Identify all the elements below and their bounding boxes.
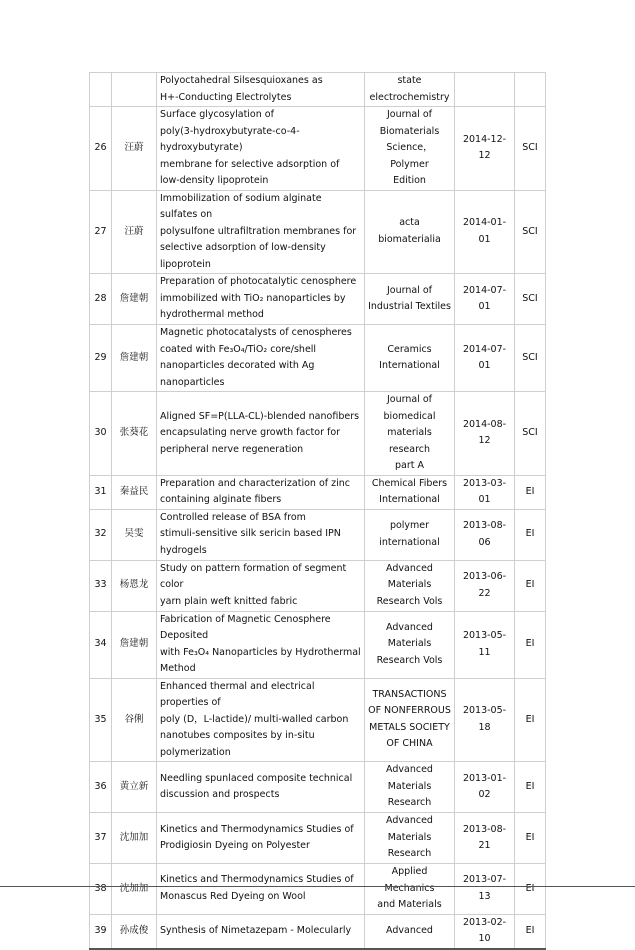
author-cell: 汪蔚: [112, 190, 157, 274]
journal-cell: TRANSACTIONS OF NONFERROUS METALS SOCIETY OF CHINA: [365, 678, 455, 762]
index-cell: SCI: [515, 325, 546, 392]
table-row: [90, 73, 546, 107]
title-cell: Preparation of photocatalytic cenosphere immobilized with TiO₂ nanoparticles by hydrothermal method: [157, 274, 365, 325]
row-number: 29: [90, 325, 112, 392]
journal-cell: Ceramics International: [365, 325, 455, 392]
title-cell: Fabrication of Magnetic Cenosphere Deposited with Fe₃O₄ Nanoparticles by Hydrothermal Method: [157, 611, 365, 678]
table-row: [90, 190, 546, 274]
date-cell: 2014-07-01: [455, 325, 515, 392]
index-cell: EI: [515, 762, 546, 813]
index-cell: SCI: [515, 274, 546, 325]
row-number: 39: [90, 914, 112, 949]
index-cell: SCI: [515, 107, 546, 191]
table-row: [90, 611, 546, 678]
index-cell: EI: [515, 475, 546, 509]
title-cell: Aligned SF=P(LLA-CL)-blended nanofibers encapsulating nerve growth factor for peripheral nerve regeneration: [157, 392, 365, 476]
journal-cell: state electrochemistry: [365, 73, 455, 107]
journal-cell: Advanced Materials Research Vols: [365, 611, 455, 678]
date-cell: 2014-07-01: [455, 274, 515, 325]
date-cell: 2013-08-21: [455, 813, 515, 864]
date-cell: 2013-08-06: [455, 509, 515, 560]
author-cell: 汪蔚: [112, 107, 157, 191]
author-cell: 秦益民: [112, 475, 157, 509]
publications-table-body: [90, 73, 546, 949]
journal-cell: Applied Mechanics and Materials: [365, 864, 455, 915]
title-cell: Magnetic photocatalysts of cenospheres coated with Fe₃O₄/TiO₂ core/shell nanoparticles decorated with Ag nanoparticles: [157, 325, 365, 392]
author-cell: 孙成俊: [112, 914, 157, 949]
index-cell: EI: [515, 914, 546, 949]
title-cell: Synthesis of Nimetazepam - Molecularly: [157, 914, 365, 949]
title-cell: Surface glycosylation of poly(3-hydroxybutyrate-co-4-hydroxybutyrate) membrane for selective adsorption of low-density lipoprotein: [157, 107, 365, 191]
journal-cell: Journal of Biomaterials Science，Polymer Edition: [365, 107, 455, 191]
row-number: 27: [90, 190, 112, 274]
journal-cell: acta biomaterialia: [365, 190, 455, 274]
title-cell: Preparation and characterization of zinc containing alginate fibers: [157, 475, 365, 509]
index-cell: SCI: [515, 392, 546, 476]
date-cell: 2013-05-18: [455, 678, 515, 762]
date-cell: 2013-02-10: [455, 914, 515, 949]
author-cell: 杨恩龙: [112, 560, 157, 611]
index-cell: EI: [515, 611, 546, 678]
journal-cell: Advanced: [365, 914, 455, 949]
title-cell: Study on pattern formation of segment color yarn plain weft knitted fabric: [157, 560, 365, 611]
index-cell: SCI: [515, 190, 546, 274]
title-cell: Controlled release of BSA from stimuli-sensitive silk sericin based IPN hydrogels: [157, 509, 365, 560]
journal-cell: Advanced Materials Research Vols: [365, 560, 455, 611]
author-cell: 詹建朝: [112, 274, 157, 325]
author-cell: 沈加加: [112, 813, 157, 864]
table-row: [90, 274, 546, 325]
row-number: 36: [90, 762, 112, 813]
date-cell: 2014-01-01: [455, 190, 515, 274]
index-cell: EI: [515, 813, 546, 864]
date-cell: 2013-05-11: [455, 611, 515, 678]
table-row: [90, 509, 546, 560]
row-number: 31: [90, 475, 112, 509]
row-number: 32: [90, 509, 112, 560]
title-cell: Kinetics and Thermodynamics Studies of Prodigiosin Dyeing on Polyester: [157, 813, 365, 864]
date-cell: 2013-07-13: [455, 864, 515, 915]
row-number: 26: [90, 107, 112, 191]
title-cell: Needling spunlaced composite technical discussion and prospects: [157, 762, 365, 813]
page-bottom-rule: [0, 886, 635, 887]
index-cell: EI: [515, 560, 546, 611]
index-cell: EI: [515, 678, 546, 762]
date-cell: 2013-03-01: [455, 475, 515, 509]
date-cell: 2013-01-02: [455, 762, 515, 813]
row-number: 34: [90, 611, 112, 678]
journal-cell: Advanced Materials Research: [365, 762, 455, 813]
publications-table: [89, 72, 546, 950]
index-cell: EI: [515, 509, 546, 560]
author-cell: 詹建朝: [112, 611, 157, 678]
date-cell: 2014-08-12: [455, 392, 515, 476]
author-cell: 谷俐: [112, 678, 157, 762]
row-number: 38: [90, 864, 112, 915]
journal-cell: Journal of Industrial Textiles: [365, 274, 455, 325]
title-cell: Kinetics and Thermodynamics Studies of Monascus Red Dyeing on Wool: [157, 864, 365, 915]
journal-cell: Chemical Fibers International: [365, 475, 455, 509]
date-cell: 2013-06-22: [455, 560, 515, 611]
row-number: 30: [90, 392, 112, 476]
row-number: 37: [90, 813, 112, 864]
row-number: [90, 73, 112, 107]
date-cell: [455, 73, 515, 107]
row-number: 33: [90, 560, 112, 611]
table-row: [90, 914, 546, 949]
table-row: [90, 678, 546, 762]
author-cell: 张葵花: [112, 392, 157, 476]
author-cell: 黄立新: [112, 762, 157, 813]
table-row: [90, 107, 546, 191]
index-cell: EI: [515, 864, 546, 915]
author-cell: 沈加加: [112, 864, 157, 915]
table-row: [90, 762, 546, 813]
title-cell: Enhanced thermal and electrical properties of poly (D，L-lactide)/ multi-walled carbon nanotubes composites by in-situ polymerization: [157, 678, 365, 762]
table-row: [90, 560, 546, 611]
author-cell: 吴雯: [112, 509, 157, 560]
date-cell: 2014-12-12: [455, 107, 515, 191]
author-cell: 詹建朝: [112, 325, 157, 392]
author-cell: [112, 73, 157, 107]
title-cell: Immobilization of sodium alginate sulfates on polysulfone ultrafiltration membranes for selective adsorption of low-density lipoprotein: [157, 190, 365, 274]
table-row: [90, 813, 546, 864]
row-number: 35: [90, 678, 112, 762]
table-row: [90, 864, 546, 915]
table-row: [90, 325, 546, 392]
table-row: [90, 475, 546, 509]
row-number: 28: [90, 274, 112, 325]
index-cell: [515, 73, 546, 107]
table-row: [90, 392, 546, 476]
journal-cell: polymer international: [365, 509, 455, 560]
journal-cell: Journal of biomedical materials research part A: [365, 392, 455, 476]
title-cell: Polyoctahedral Silsesquioxanes as H+-Conducting Electrolytes: [157, 73, 365, 107]
journal-cell: Advanced Materials Research: [365, 813, 455, 864]
